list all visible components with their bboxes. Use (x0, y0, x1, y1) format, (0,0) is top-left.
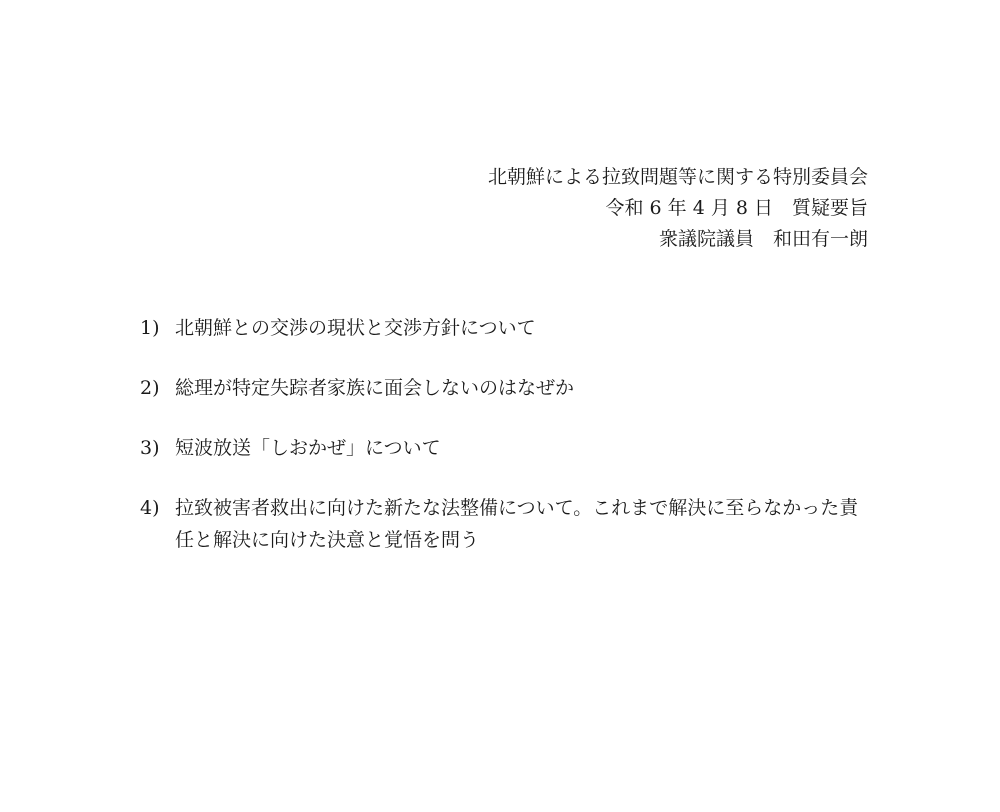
list-item-number: 4) (140, 497, 160, 519)
header-committee-line: 北朝鮮による拉致問題等に関する特別委員会 (487, 166, 868, 188)
list-item (140, 312, 868, 344)
topic-list (140, 312, 868, 556)
header-date-line: 令和 6 年 4 月 8 日 質疑要旨 (605, 197, 868, 219)
header-member-line: 衆議院議員 和田有一朗 (658, 228, 868, 250)
list-item-number: 2) (140, 377, 160, 399)
list-item (140, 432, 868, 464)
list-item (140, 492, 868, 556)
list-item (140, 372, 868, 404)
list-item-text: 短波放送「しおかぜ」について (175, 437, 441, 459)
list-item-text: 拉致被害者救出に向けた新たな法整備について。これまで解決に至らなかった責任と解決に向けた決意と覚悟を問う (175, 497, 859, 551)
list-item-number: 3) (140, 437, 160, 459)
list-item-text: 北朝鮮との交渉の現状と交渉方針について (175, 317, 536, 339)
list-item-text: 総理が特定失踪者家族に面会しないのはなぜか (175, 377, 575, 399)
list-item-number: 1) (140, 317, 160, 339)
document-header (488, 162, 868, 255)
